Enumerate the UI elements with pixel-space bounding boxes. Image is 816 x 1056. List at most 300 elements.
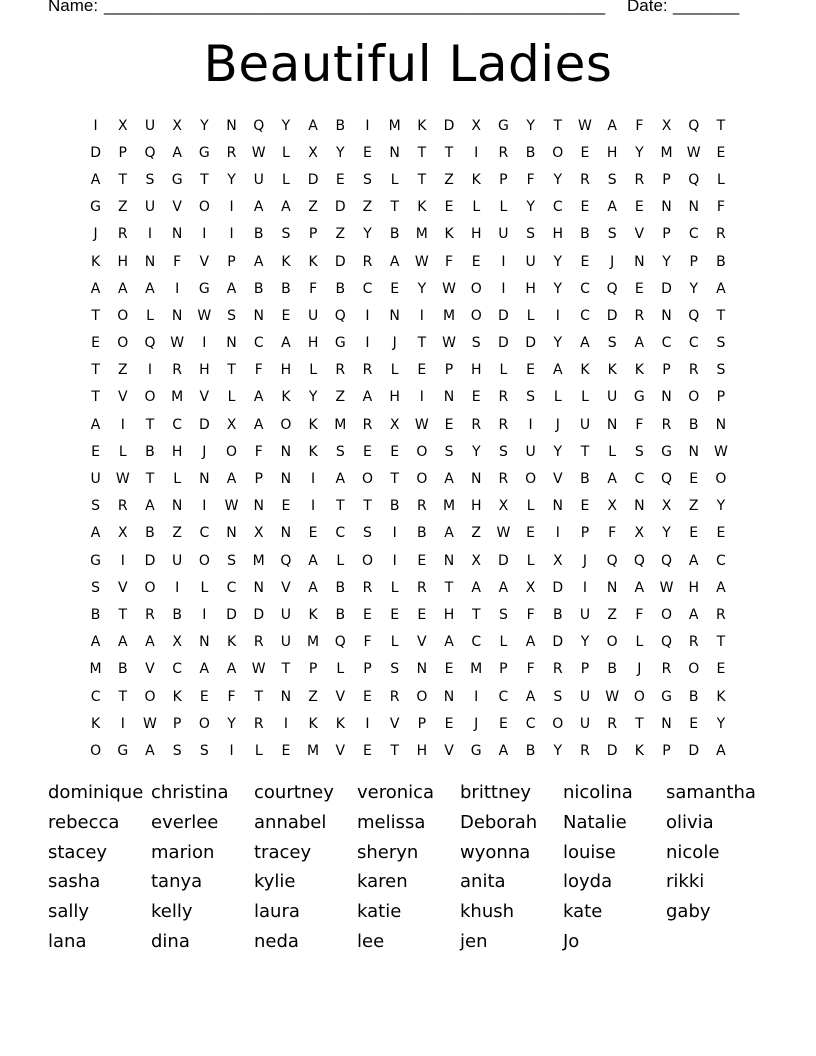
grid-letter[interactable]: A xyxy=(552,362,563,379)
grid-letter[interactable]: B xyxy=(253,226,264,243)
grid-letter[interactable]: I xyxy=(419,307,424,324)
grid-letter[interactable]: M xyxy=(660,144,673,161)
grid-letter[interactable]: E xyxy=(634,199,644,216)
grid-letter[interactable]: Q xyxy=(661,471,673,488)
grid-letter[interactable]: O xyxy=(715,471,727,488)
grid-letter[interactable]: A xyxy=(117,634,128,651)
grid-letter[interactable]: R xyxy=(471,416,482,433)
grid-letter[interactable]: I xyxy=(175,579,180,596)
grid-letter[interactable]: P xyxy=(580,525,590,542)
grid-letter[interactable]: B xyxy=(335,280,346,297)
grid-letter[interactable]: N xyxy=(226,335,237,352)
grid-letter[interactable]: I xyxy=(555,525,560,542)
grid-letter[interactable]: E xyxy=(281,742,291,759)
grid-letter[interactable]: V xyxy=(117,579,128,596)
grid-letter[interactable]: S xyxy=(390,661,400,678)
grid-letter[interactable]: D xyxy=(498,335,509,352)
grid-letter[interactable]: L xyxy=(526,498,535,515)
grid-letter[interactable]: R xyxy=(362,416,373,433)
grid-letter[interactable]: C xyxy=(580,280,590,297)
date-blank-line[interactable]: _______ xyxy=(673,0,740,15)
grid-letter[interactable]: R xyxy=(661,661,672,678)
grid-letter[interactable]: T xyxy=(390,199,399,216)
grid-letter[interactable]: M xyxy=(415,226,428,243)
grid-letter[interactable]: E xyxy=(498,715,508,732)
grid-letter[interactable]: H xyxy=(443,606,455,623)
grid-letter[interactable]: C xyxy=(525,715,536,732)
grid-letter[interactable]: H xyxy=(389,389,400,406)
grid-letter[interactable]: L xyxy=(309,362,317,379)
grid-letter[interactable]: R xyxy=(362,579,373,596)
grid-letter[interactable]: I xyxy=(419,389,424,406)
grid-letter[interactable]: B xyxy=(145,525,155,542)
grid-letter[interactable]: L xyxy=(173,471,182,488)
grid-letter[interactable]: I xyxy=(365,307,370,324)
grid-letter[interactable]: R xyxy=(498,144,509,161)
grid-letter[interactable]: K xyxy=(335,715,345,732)
grid-letter[interactable]: B xyxy=(335,606,346,623)
grid-letter[interactable]: L xyxy=(200,579,209,596)
grid-letter[interactable]: R xyxy=(716,226,726,243)
grid-letter[interactable]: A xyxy=(607,471,617,488)
grid-letter[interactable]: W xyxy=(197,307,212,324)
grid-letter[interactable]: Q xyxy=(606,280,618,297)
grid-letter[interactable]: N xyxy=(199,634,210,651)
grid-letter[interactable]: E xyxy=(471,253,481,270)
grid-letter[interactable]: E xyxy=(390,443,400,460)
grid-letter[interactable]: N xyxy=(171,307,183,324)
grid-letter[interactable]: C xyxy=(335,525,346,542)
grid-letter[interactable]: V xyxy=(172,199,182,216)
grid-letter[interactable]: K xyxy=(716,688,726,705)
grid-letter[interactable]: R xyxy=(661,416,672,433)
grid-letter[interactable]: G xyxy=(633,389,645,406)
grid-letter[interactable]: D xyxy=(552,634,564,651)
grid-letter[interactable]: S xyxy=(526,226,536,243)
grid-letter[interactable]: H xyxy=(470,498,482,515)
grid-letter[interactable]: Q xyxy=(661,552,673,569)
grid-letter[interactable]: A xyxy=(281,199,291,216)
grid-letter[interactable]: K xyxy=(281,253,291,270)
grid-letter[interactable]: E xyxy=(580,253,590,270)
grid-letter[interactable]: W xyxy=(442,335,456,352)
grid-letter[interactable]: F xyxy=(363,634,372,651)
grid-letter[interactable]: O xyxy=(361,471,373,488)
grid-letter[interactable]: O xyxy=(470,280,482,297)
grid-letter[interactable]: X xyxy=(471,117,482,134)
grid-letter[interactable]: V xyxy=(335,688,346,705)
grid-letter[interactable]: R xyxy=(117,498,128,515)
grid-letter[interactable]: S xyxy=(634,443,644,460)
grid-letter[interactable]: L xyxy=(390,171,399,188)
grid-letter[interactable]: R xyxy=(389,688,400,705)
grid-letter[interactable]: T xyxy=(471,606,481,623)
grid-letter[interactable]: N xyxy=(552,498,564,515)
grid-letter[interactable]: Y xyxy=(662,525,671,542)
grid-letter[interactable]: I xyxy=(120,416,125,433)
grid-letter[interactable]: J xyxy=(582,552,588,569)
grid-letter[interactable]: Y xyxy=(662,253,671,270)
grid-letter[interactable]: H xyxy=(552,226,564,243)
grid-letter[interactable]: R xyxy=(634,171,645,188)
grid-letter[interactable]: D xyxy=(606,307,618,324)
grid-letter[interactable]: M xyxy=(334,416,347,433)
grid-letter[interactable]: E xyxy=(471,389,481,406)
grid-letter[interactable]: A xyxy=(444,525,454,542)
grid-letter[interactable]: J xyxy=(93,226,98,243)
grid-letter[interactable]: D xyxy=(525,335,536,352)
grid-letter[interactable]: E xyxy=(363,606,372,623)
grid-letter[interactable]: T xyxy=(336,498,345,515)
grid-letter[interactable]: D xyxy=(334,199,346,216)
grid-letter[interactable]: X xyxy=(525,579,536,596)
grid-letter[interactable]: C xyxy=(661,335,672,352)
grid-letter[interactable]: P xyxy=(363,661,372,678)
grid-letter[interactable]: U xyxy=(525,443,536,460)
grid-letter[interactable]: Q xyxy=(633,552,645,569)
grid-letter[interactable]: N xyxy=(280,688,292,705)
grid-letter[interactable]: Y xyxy=(716,498,726,515)
grid-letter[interactable]: T xyxy=(200,171,209,188)
grid-letter[interactable]: W xyxy=(224,498,239,515)
grid-letter[interactable]: M xyxy=(252,552,265,569)
grid-letter[interactable]: T xyxy=(254,688,263,705)
grid-letter[interactable]: Y xyxy=(716,715,726,732)
grid-letter[interactable]: A xyxy=(226,280,237,297)
grid-letter[interactable]: B xyxy=(335,579,346,596)
grid-letter[interactable]: S xyxy=(91,498,101,515)
grid-letter[interactable]: F xyxy=(526,661,535,678)
grid-letter[interactable]: A xyxy=(498,579,509,596)
grid-letter[interactable]: O xyxy=(144,579,156,596)
grid-letter[interactable]: A xyxy=(634,335,645,352)
grid-letter[interactable]: I xyxy=(365,715,370,732)
grid-letter[interactable]: P xyxy=(662,171,671,188)
grid-letter[interactable]: Y xyxy=(553,742,563,759)
grid-letter[interactable]: V xyxy=(281,579,291,596)
grid-letter[interactable]: E xyxy=(580,144,590,161)
grid-letter[interactable]: C xyxy=(580,307,590,324)
grid-letter[interactable]: Z xyxy=(607,606,617,623)
grid-letter[interactable]: M xyxy=(171,389,184,406)
grid-letter[interactable]: J xyxy=(202,443,207,460)
grid-letter[interactable]: X xyxy=(607,498,617,515)
grid-letter[interactable]: L xyxy=(282,144,290,161)
grid-letter[interactable]: Y xyxy=(553,443,563,460)
grid-letter[interactable]: N xyxy=(661,715,672,732)
grid-letter[interactable]: N xyxy=(715,416,727,433)
grid-letter[interactable]: N xyxy=(280,443,292,460)
grid-letter[interactable]: R xyxy=(580,171,590,188)
grid-letter[interactable]: A xyxy=(145,498,155,515)
grid-letter[interactable]: N xyxy=(280,525,292,542)
grid-letter[interactable]: X xyxy=(117,525,128,542)
grid-letter[interactable]: Z xyxy=(471,525,482,542)
grid-letter[interactable]: E xyxy=(335,171,345,188)
grid-letter[interactable]: L xyxy=(336,661,345,678)
grid-letter[interactable]: R xyxy=(688,362,699,379)
grid-letter[interactable]: A xyxy=(281,335,291,352)
grid-letter[interactable]: A xyxy=(253,389,264,406)
grid-letter[interactable]: E xyxy=(417,552,427,569)
grid-letter[interactable]: E xyxy=(689,471,699,488)
grid-letter[interactable]: S xyxy=(363,525,372,542)
grid-letter[interactable]: D xyxy=(90,144,101,161)
grid-letter[interactable]: Y xyxy=(526,117,535,134)
grid-letter[interactable]: T xyxy=(716,307,726,324)
grid-letter[interactable]: T xyxy=(553,117,563,134)
grid-letter[interactable]: I xyxy=(93,117,98,134)
grid-letter[interactable]: Y xyxy=(227,171,236,188)
grid-letter[interactable]: Z xyxy=(172,525,182,542)
grid-letter[interactable]: S xyxy=(444,443,454,460)
grid-letter[interactable]: E xyxy=(308,525,318,542)
grid-letter[interactable]: Y xyxy=(553,335,563,352)
grid-letter[interactable]: C xyxy=(688,226,699,243)
grid-letter[interactable]: T xyxy=(91,307,100,324)
grid-letter[interactable]: A xyxy=(688,606,699,623)
grid-letter[interactable]: V xyxy=(199,389,210,406)
grid-letter[interactable]: D xyxy=(334,253,346,270)
grid-letter[interactable]: A xyxy=(335,471,346,488)
grid-letter[interactable]: W xyxy=(414,253,429,270)
grid-letter[interactable]: R xyxy=(253,715,264,732)
grid-letter[interactable]: C xyxy=(90,688,101,705)
grid-letter[interactable]: A xyxy=(308,117,318,134)
grid-letter[interactable]: D xyxy=(198,416,210,433)
grid-letter[interactable]: S xyxy=(227,307,236,324)
grid-letter[interactable]: I xyxy=(147,362,153,379)
grid-letter[interactable]: A xyxy=(607,199,617,216)
grid-letter[interactable]: E xyxy=(390,280,400,297)
grid-letter[interactable]: Y xyxy=(227,715,236,732)
grid-letter[interactable]: O xyxy=(198,552,210,569)
grid-letter[interactable]: R xyxy=(498,471,509,488)
grid-letter[interactable]: B xyxy=(389,226,400,243)
grid-letter[interactable]: A xyxy=(226,471,237,488)
grid-letter[interactable]: E xyxy=(417,362,427,379)
grid-letter[interactable]: S xyxy=(498,606,508,623)
grid-letter[interactable]: G xyxy=(470,742,482,759)
grid-letter[interactable]: S xyxy=(526,389,536,406)
grid-letter[interactable]: S xyxy=(227,552,236,569)
grid-letter[interactable]: A xyxy=(498,742,509,759)
grid-letter[interactable]: M xyxy=(307,742,320,759)
grid-letter[interactable]: Y xyxy=(526,199,535,216)
grid-letter[interactable]: L xyxy=(526,307,535,324)
grid-letter[interactable]: I xyxy=(229,742,234,759)
grid-letter[interactable]: W xyxy=(686,144,701,161)
grid-letter[interactable]: U xyxy=(307,307,319,324)
grid-letter[interactable]: K xyxy=(444,226,454,243)
grid-letter[interactable]: X xyxy=(253,525,264,542)
grid-letter[interactable]: T xyxy=(91,389,100,406)
grid-letter[interactable]: F xyxy=(227,688,236,705)
grid-letter[interactable]: Z xyxy=(308,688,318,705)
grid-letter[interactable]: P xyxy=(499,661,508,678)
grid-letter[interactable]: K xyxy=(580,362,590,379)
grid-letter[interactable]: S xyxy=(199,742,209,759)
grid-letter[interactable]: G xyxy=(198,144,210,161)
grid-letter[interactable]: I xyxy=(528,416,533,433)
grid-letter[interactable]: C xyxy=(498,688,509,705)
grid-letter[interactable]: X xyxy=(117,117,128,134)
grid-letter[interactable]: N xyxy=(226,117,237,134)
grid-letter[interactable]: H xyxy=(280,362,292,379)
grid-letter[interactable]: R xyxy=(552,661,563,678)
grid-letter[interactable]: L xyxy=(526,552,535,569)
grid-letter[interactable]: X xyxy=(634,525,645,542)
grid-letter[interactable]: D xyxy=(226,606,237,623)
grid-letter[interactable]: G xyxy=(90,552,102,569)
grid-letter[interactable]: X xyxy=(172,634,182,651)
grid-letter[interactable]: O xyxy=(470,307,482,324)
grid-letter[interactable]: H xyxy=(470,362,482,379)
grid-letter[interactable]: N xyxy=(661,307,672,324)
grid-letter[interactable]: I xyxy=(120,715,125,732)
grid-letter[interactable]: E xyxy=(444,715,454,732)
grid-letter[interactable]: Z xyxy=(444,171,454,188)
grid-letter[interactable]: D xyxy=(688,742,700,759)
grid-letter[interactable]: Z xyxy=(362,199,373,216)
grid-letter[interactable]: S xyxy=(335,443,345,460)
grid-letter[interactable]: Q xyxy=(144,335,156,352)
grid-letter[interactable]: T xyxy=(227,362,236,379)
grid-letter[interactable]: S xyxy=(471,335,481,352)
grid-letter[interactable]: Q xyxy=(334,307,346,324)
grid-letter[interactable]: N xyxy=(253,498,264,515)
grid-letter[interactable]: L xyxy=(118,443,127,460)
grid-letter[interactable]: K xyxy=(634,362,644,379)
grid-letter[interactable]: R xyxy=(498,389,509,406)
grid-letter[interactable]: N xyxy=(199,471,210,488)
grid-letter[interactable]: G xyxy=(497,117,509,134)
grid-letter[interactable]: F xyxy=(445,253,454,270)
grid-letter[interactable]: O xyxy=(661,606,673,623)
grid-letter[interactable]: P xyxy=(689,253,698,270)
grid-letter[interactable]: R xyxy=(607,715,618,732)
grid-letter[interactable]: V xyxy=(335,742,346,759)
grid-letter[interactable]: G xyxy=(661,443,672,460)
grid-letter[interactable]: N xyxy=(634,498,645,515)
grid-letter[interactable]: L xyxy=(581,389,589,406)
grid-letter[interactable]: L xyxy=(146,307,154,324)
grid-letter[interactable]: S xyxy=(607,171,617,188)
grid-letter[interactable]: E xyxy=(689,715,699,732)
grid-letter[interactable]: B xyxy=(716,253,726,270)
grid-letter[interactable]: O xyxy=(144,688,156,705)
grid-letter[interactable]: E xyxy=(716,144,726,161)
grid-letter[interactable]: E xyxy=(363,443,372,460)
grid-letter[interactable]: M xyxy=(388,117,401,134)
grid-letter[interactable]: A xyxy=(117,280,128,297)
grid-letter[interactable]: B xyxy=(335,117,346,134)
grid-letter[interactable]: P xyxy=(662,362,671,379)
grid-letter[interactable]: S xyxy=(607,226,617,243)
grid-letter[interactable]: X xyxy=(308,144,318,161)
grid-letter[interactable]: T xyxy=(91,362,100,379)
grid-letter[interactable]: Q xyxy=(688,117,700,134)
grid-letter[interactable]: S xyxy=(91,579,101,596)
grid-letter[interactable]: L xyxy=(254,742,263,759)
grid-letter[interactable]: X xyxy=(172,117,182,134)
grid-letter[interactable]: H xyxy=(199,362,210,379)
grid-letter[interactable]: I xyxy=(555,307,560,324)
grid-letter[interactable]: W xyxy=(251,661,266,678)
grid-letter[interactable]: Q xyxy=(661,634,673,651)
grid-letter[interactable]: P xyxy=(227,253,236,270)
grid-letter[interactable]: J xyxy=(610,253,615,270)
grid-letter[interactable]: O xyxy=(525,471,537,488)
grid-letter[interactable]: D xyxy=(498,307,509,324)
grid-letter[interactable]: A xyxy=(688,552,699,569)
grid-letter[interactable]: P xyxy=(308,226,318,243)
grid-letter[interactable]: Q xyxy=(334,634,346,651)
grid-letter[interactable]: E xyxy=(580,498,590,515)
grid-letter[interactable]: R xyxy=(362,253,373,270)
grid-letter[interactable]: L xyxy=(390,579,399,596)
grid-letter[interactable]: L xyxy=(608,443,617,460)
grid-letter[interactable]: Z xyxy=(335,389,346,406)
grid-letter[interactable]: E xyxy=(444,416,454,433)
grid-letter[interactable]: P xyxy=(308,661,318,678)
grid-letter[interactable]: W xyxy=(414,416,429,433)
grid-letter[interactable]: A xyxy=(145,634,155,651)
grid-letter[interactable]: U xyxy=(280,634,292,651)
grid-letter[interactable]: W xyxy=(496,525,511,542)
grid-letter[interactable]: Z xyxy=(117,362,128,379)
grid-letter[interactable]: A xyxy=(226,661,237,678)
grid-letter[interactable]: K xyxy=(417,117,427,134)
grid-letter[interactable]: I xyxy=(147,226,153,243)
grid-letter[interactable]: K xyxy=(281,389,291,406)
grid-letter[interactable]: Z xyxy=(117,199,128,216)
grid-letter[interactable]: N xyxy=(606,416,618,433)
grid-letter[interactable]: K xyxy=(308,443,318,460)
grid-letter[interactable]: S xyxy=(145,171,155,188)
grid-letter[interactable]: G xyxy=(661,688,672,705)
grid-letter[interactable]: T xyxy=(118,688,128,705)
grid-letter[interactable]: A xyxy=(716,280,726,297)
grid-letter[interactable]: J xyxy=(392,335,397,352)
grid-letter[interactable]: D xyxy=(498,552,509,569)
grid-letter[interactable]: W xyxy=(713,443,728,460)
grid-letter[interactable]: R xyxy=(716,606,726,623)
grid-letter[interactable]: A xyxy=(716,579,726,596)
grid-letter[interactable]: S xyxy=(607,335,617,352)
grid-letter[interactable]: H xyxy=(525,280,536,297)
grid-letter[interactable]: E xyxy=(91,335,101,352)
grid-letter[interactable]: H xyxy=(470,226,482,243)
grid-letter[interactable]: A xyxy=(172,144,182,161)
grid-letter[interactable]: I xyxy=(120,552,125,569)
grid-letter[interactable]: W xyxy=(115,471,130,488)
grid-letter[interactable]: E xyxy=(444,661,454,678)
grid-letter[interactable]: I xyxy=(229,199,234,216)
grid-letter[interactable]: N xyxy=(171,498,183,515)
grid-letter[interactable]: C xyxy=(253,335,264,352)
grid-letter[interactable]: B xyxy=(90,606,101,623)
grid-letter[interactable]: W xyxy=(143,715,157,732)
grid-letter[interactable]: E xyxy=(363,688,372,705)
grid-letter[interactable]: F xyxy=(608,525,617,542)
grid-letter[interactable]: D xyxy=(606,742,618,759)
grid-letter[interactable]: K xyxy=(607,362,617,379)
grid-letter[interactable]: O xyxy=(361,552,373,569)
grid-letter[interactable]: I xyxy=(202,606,207,623)
grid-letter[interactable]: A xyxy=(634,579,645,596)
grid-letter[interactable]: N xyxy=(443,688,455,705)
